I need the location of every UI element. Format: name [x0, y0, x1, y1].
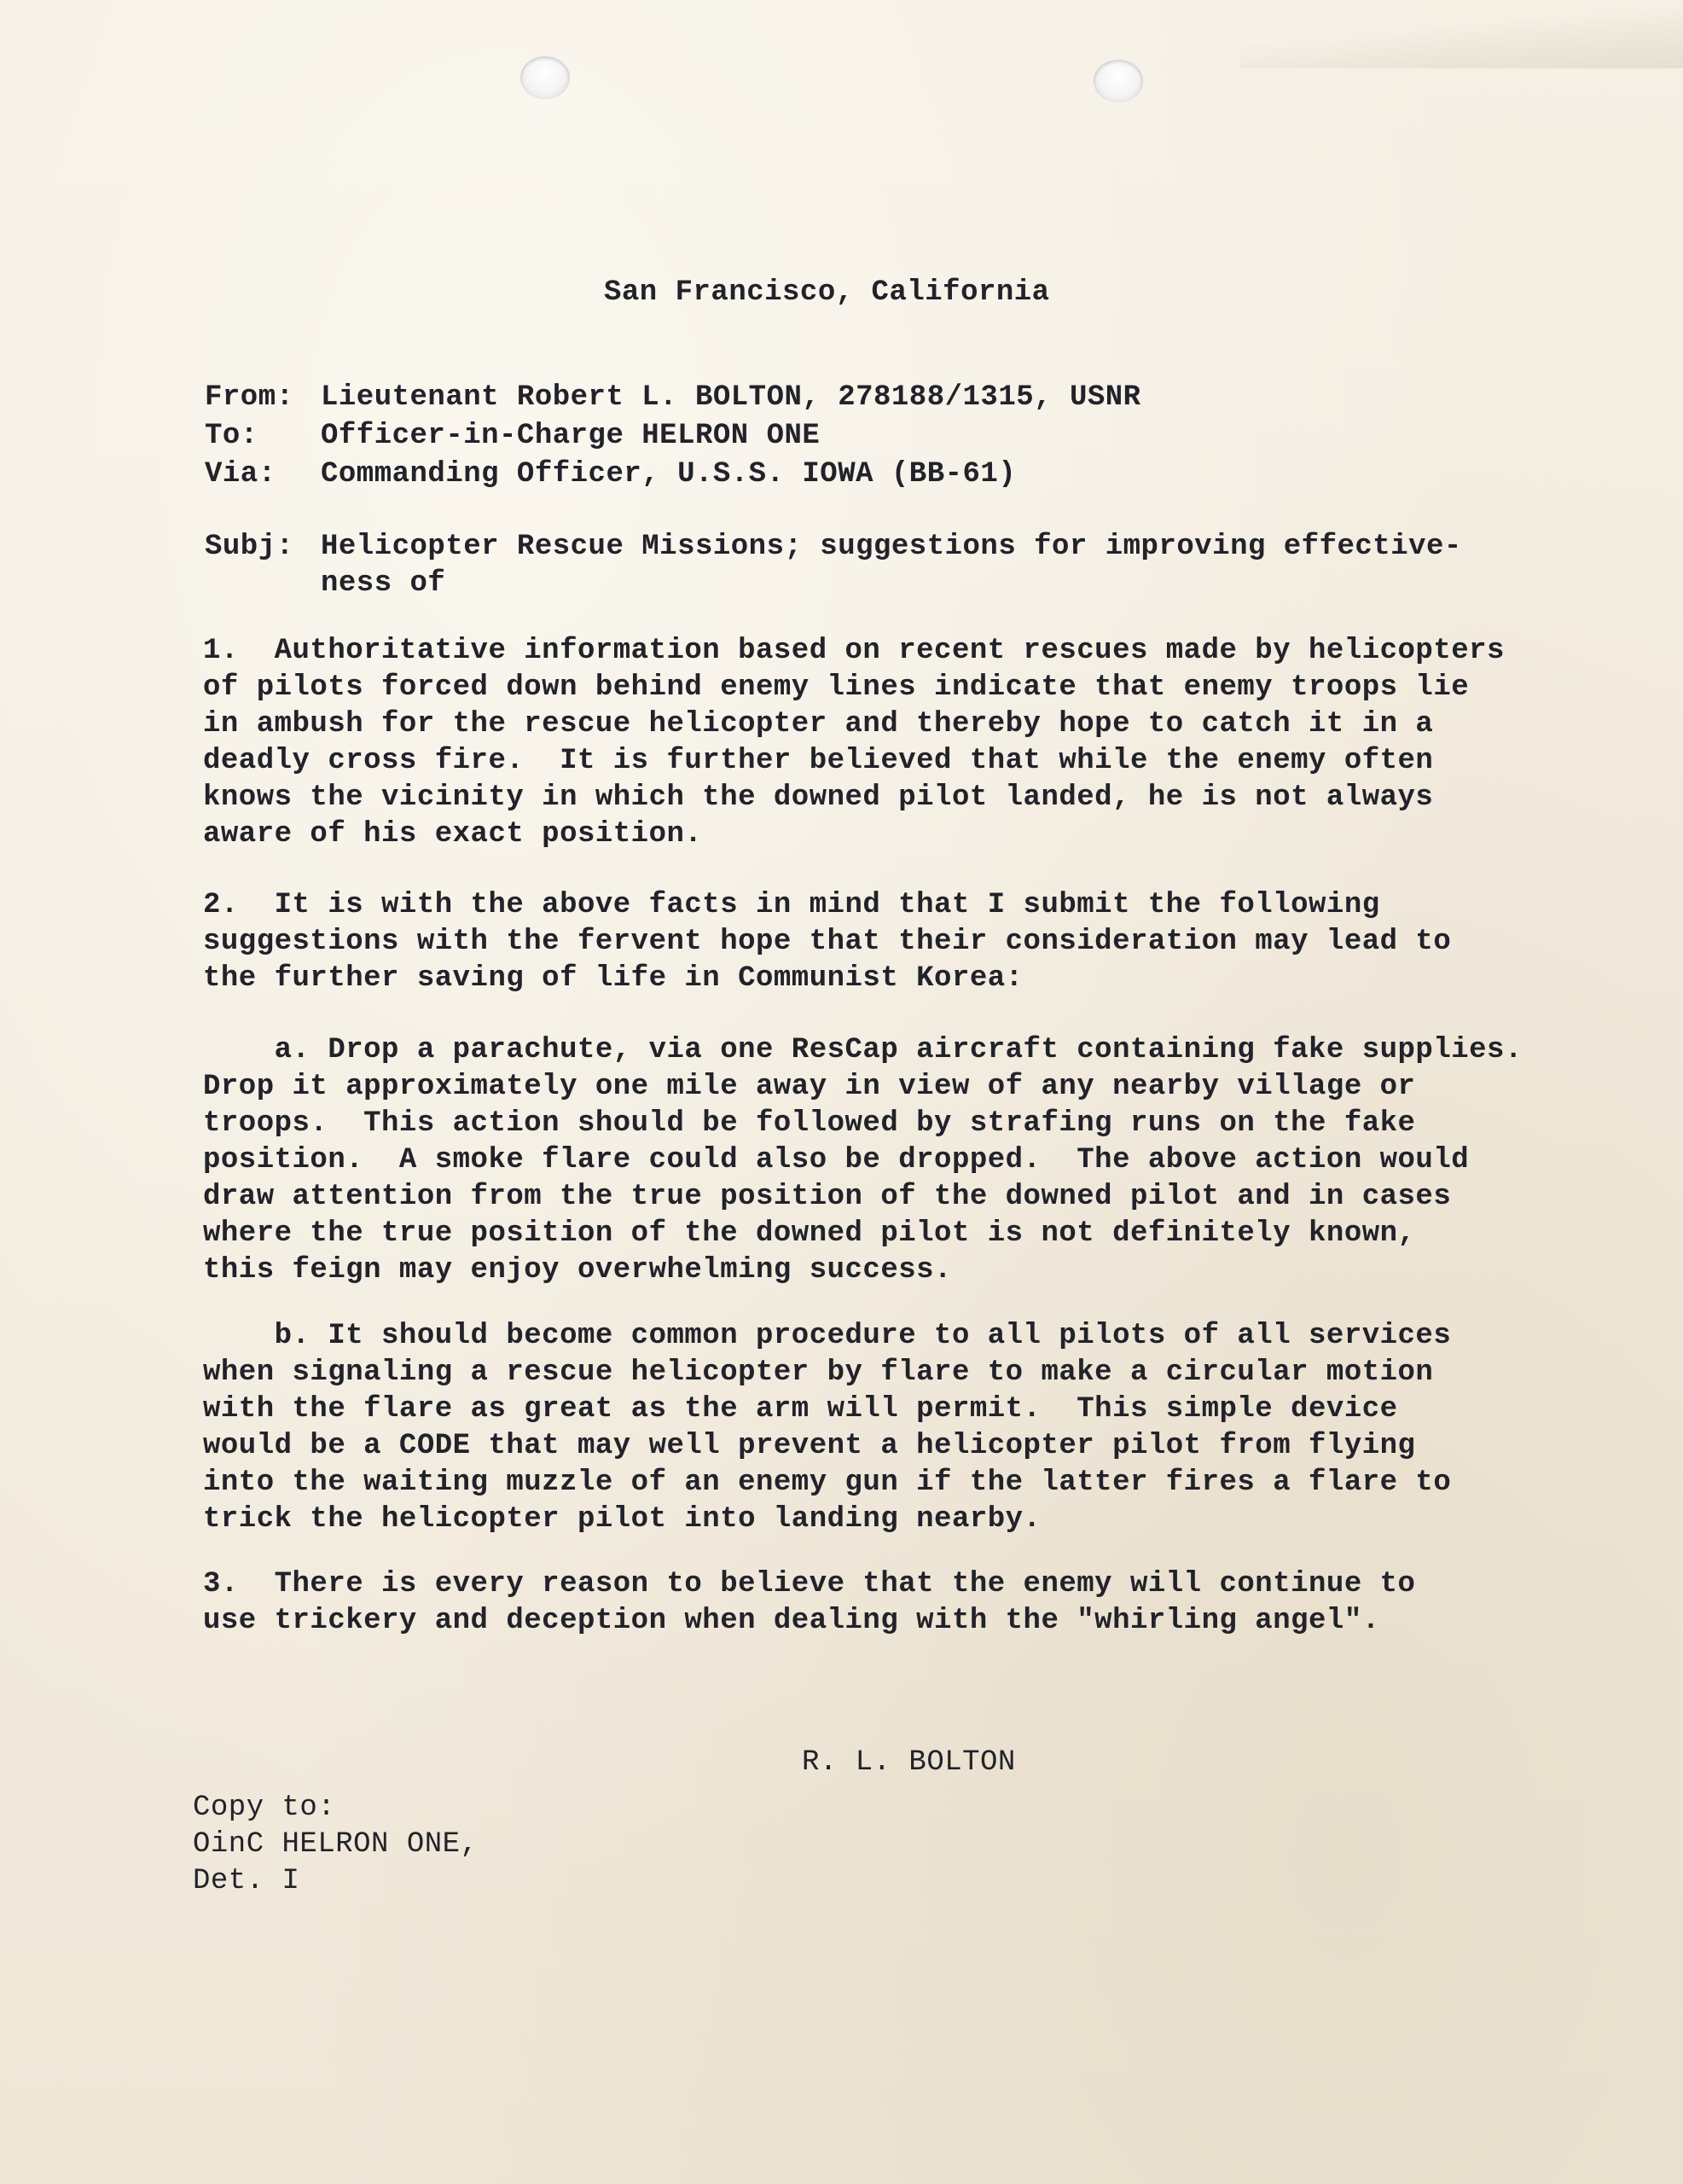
paragraph-line: would be a CODE that may well prevent a helicopter pilot from flying	[203, 1430, 1416, 1462]
paragraph-line: where the true position of the downed pilot is not definitely known,	[203, 1217, 1416, 1250]
paragraph-line: 2. It is with the above facts in mind that I submit the following	[203, 889, 1380, 921]
copy-to-line: OinC HELRON ONE,	[193, 1828, 479, 1861]
paragraph-line: Drop it approximately one mile away in view of any nearby village or	[203, 1071, 1416, 1103]
copy-to-label: Copy to:	[193, 1792, 336, 1824]
memo-place: San Francisco, California	[604, 276, 1050, 309]
subject-line: ness of	[321, 567, 446, 600]
to-value: Officer-in-Charge HELRON ONE	[321, 420, 821, 452]
paragraph-line: when signaling a rescue helicopter by flare to make a circular motion	[203, 1356, 1434, 1389]
paragraph-line: with the flare as great as the arm will permit. This simple device	[203, 1393, 1398, 1426]
via-label: Via:	[205, 458, 276, 491]
paragraph-line: the further saving of life in Communist Korea:	[203, 962, 1024, 995]
paragraph-line: deadly cross fire. It is further believed that while the enemy often	[203, 745, 1434, 777]
punch-hole-left	[520, 56, 570, 99]
from-label: From:	[205, 381, 294, 414]
paragraph-line: knows the vicinity in which the downed pilot landed, he is not always	[203, 781, 1434, 814]
paper-corner-shadow	[1239, 0, 1683, 68]
subject-line: Helicopter Rescue Missions; suggestions for improving effective-	[321, 531, 1462, 563]
paragraph-line: position. A smoke flare could also be dropped. The above action would	[203, 1144, 1470, 1176]
signature-block: R. L. BOLTON	[802, 1746, 1016, 1779]
paragraph-line: suggestions with the fervent hope that their consideration may lead to	[203, 926, 1452, 958]
paragraph-1	[203, 633, 1505, 853]
punch-hole-right	[1094, 60, 1143, 102]
paragraph-line: b. It should become common procedure to all pilots of all services	[203, 1320, 1452, 1352]
paragraph-2b	[203, 1318, 1451, 1538]
paragraph-line: draw attention from the true position of the downed pilot and in cases	[203, 1181, 1452, 1213]
paragraph-line: aware of his exact position.	[203, 818, 703, 851]
subject-value	[321, 529, 1462, 602]
via-value: Commanding Officer, U.S.S. IOWA (BB-61)	[321, 458, 1017, 491]
paragraph-line: 1. Authoritative information based on recent rescues made by helicopters	[203, 635, 1505, 667]
paragraph-line: into the waiting muzzle of an enemy gun if the latter fires a flare to	[203, 1467, 1452, 1499]
paragraph-line: trick the helicopter pilot into landing nearby.	[203, 1503, 1042, 1536]
paragraph-line: use trickery and deception when dealing with the "whirling angel".	[203, 1605, 1380, 1637]
from-value: Lieutenant Robert L. BOLTON, 278188/1315, USNR	[321, 381, 1141, 414]
subject-label: Subj:	[205, 531, 294, 563]
paragraph-line: a. Drop a parachute, via one ResCap aircraft containing fake supplies.	[203, 1034, 1523, 1066]
paragraph-2	[203, 887, 1451, 997]
paragraph-2a	[203, 1032, 1523, 1289]
paragraph-line: in ambush for the rescue helicopter and thereby hope to catch it in a	[203, 708, 1434, 741]
paragraph-3	[203, 1566, 1415, 1640]
paragraph-line: of pilots forced down behind enemy lines indicate that enemy troops lie	[203, 671, 1470, 704]
paragraph-line: this feign may enjoy overwhelming success.	[203, 1254, 952, 1287]
paragraph-line: 3. There is every reason to believe that the enemy will continue to	[203, 1568, 1416, 1600]
copy-to-block	[193, 1790, 478, 1900]
to-label: To:	[205, 420, 258, 452]
copy-to-line: Det. I	[193, 1865, 300, 1897]
paragraph-line: troops. This action should be followed by strafing runs on the fake	[203, 1107, 1416, 1140]
